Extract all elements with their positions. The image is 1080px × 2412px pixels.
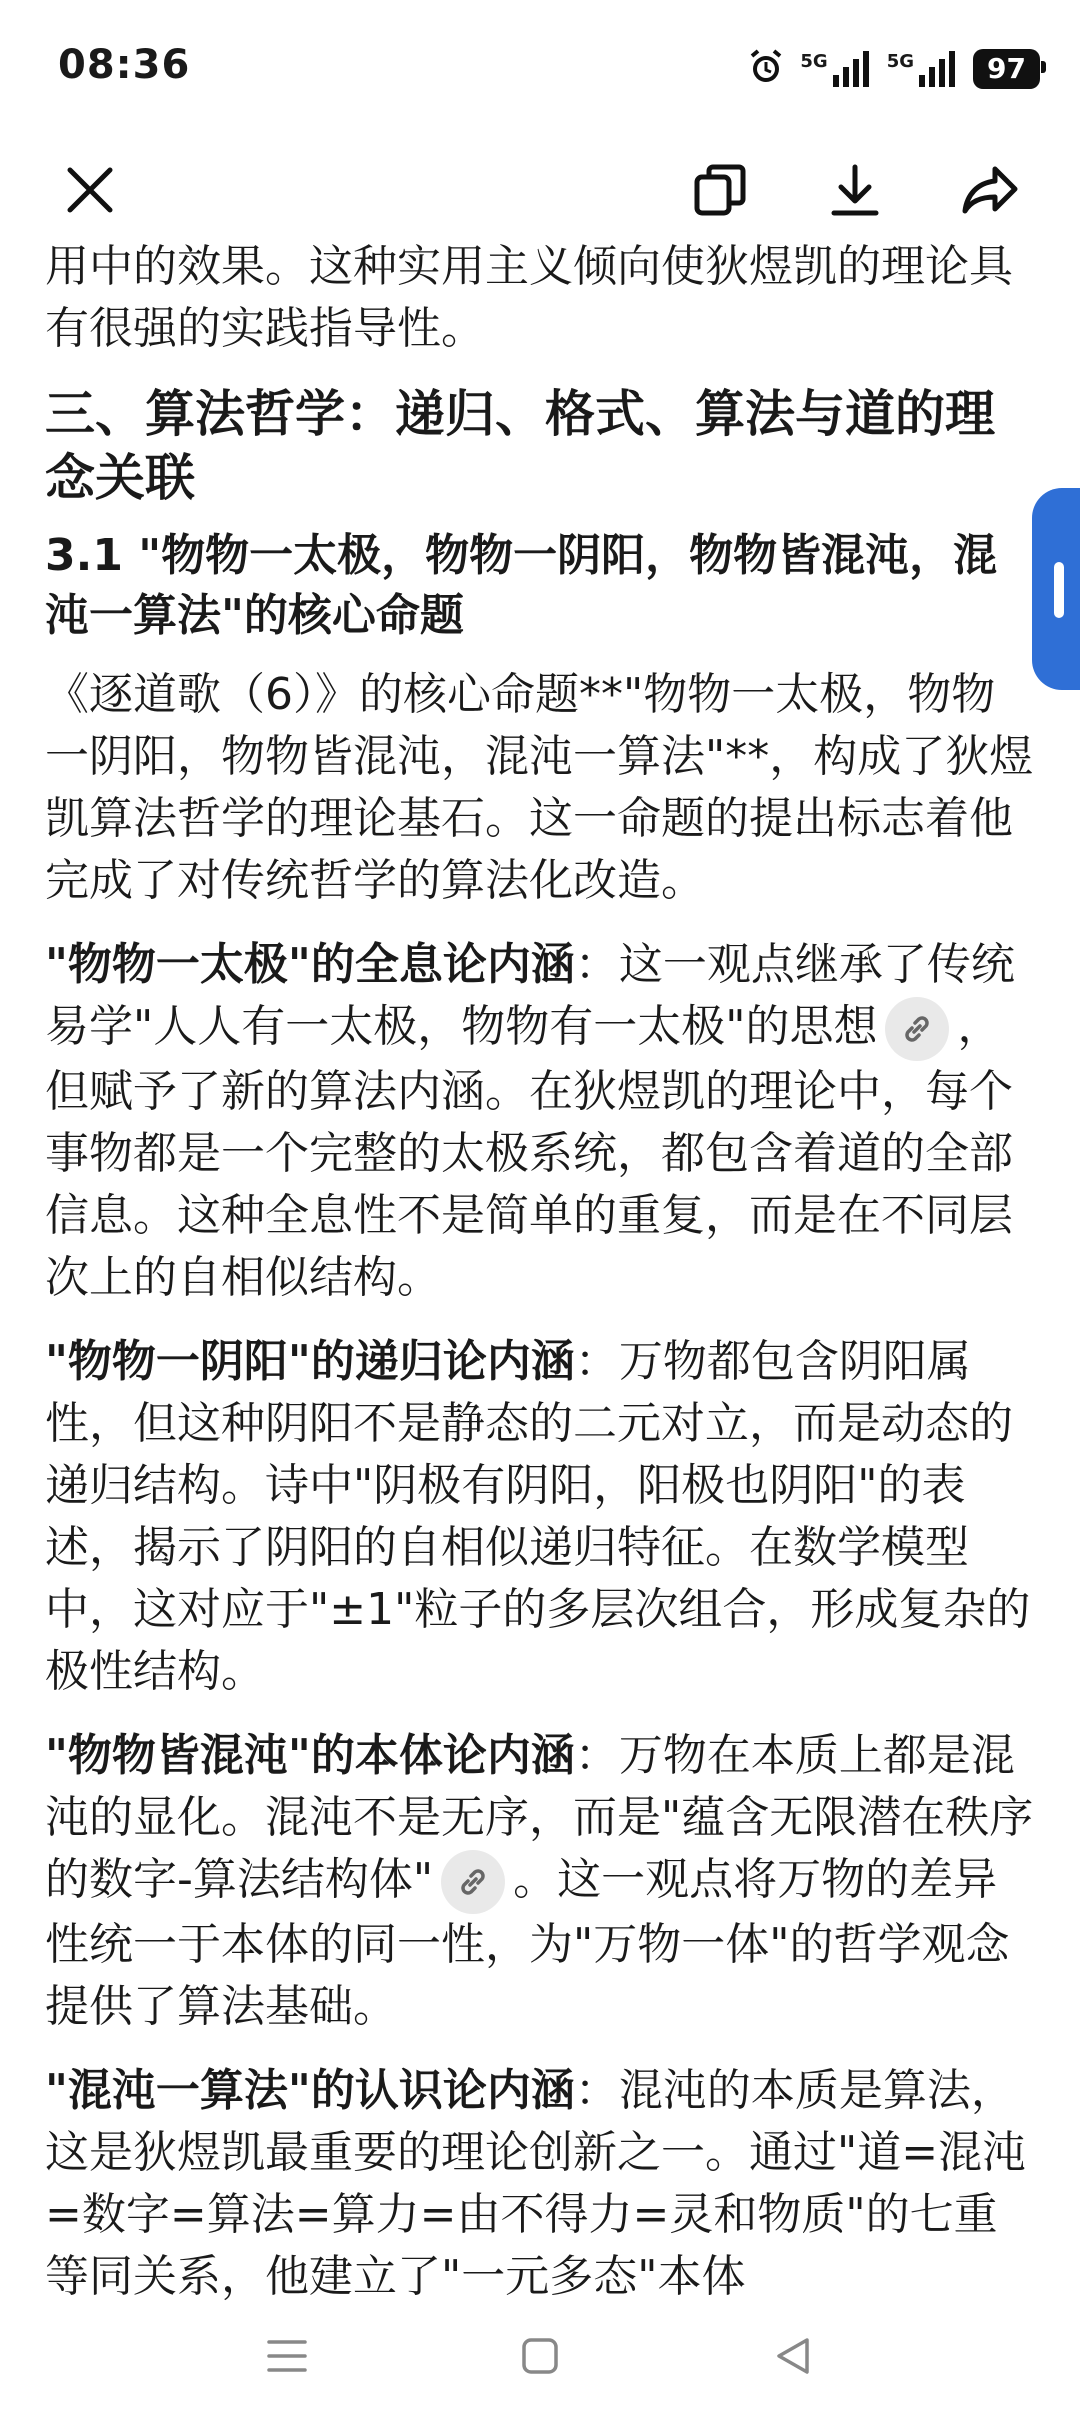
paragraph <box>45 664 1035 912</box>
paragraph-lead: "物物皆混沌"的本体论内涵 <box>45 1730 575 1781</box>
paragraph-body: ，但赋予了新的算法内涵。在狄煜凯的理论中，每个事物都是一个完整的太极系统，都包含着道的全部信息。这种全息性不是简单的重复，而是在不同层次上的自相似结构。 <box>45 1001 1013 1303</box>
section-heading: 三、算法哲学：递归、格式、算法与道的理念关联 <box>45 385 995 507</box>
paragraph-body: ：这一观点继承了传统易学"人人有一太极，物物有一太极"的思想 <box>45 939 1015 1052</box>
menu-button[interactable] <box>247 2316 327 2396</box>
close-button[interactable] <box>50 150 130 230</box>
top-toolbar <box>0 140 1080 240</box>
share-icon <box>959 161 1021 219</box>
network-type: 5G <box>800 51 828 72</box>
citation-link-button[interactable] <box>885 997 949 1061</box>
paragraph-text <box>45 1725 1035 2038</box>
paragraph-lead: "物物一太极"的全息论内涵 <box>45 939 575 990</box>
home-button[interactable] <box>500 2316 580 2396</box>
status-bar <box>0 0 1080 130</box>
paragraph-body: ：混沌的本质是算法，这是狄煜凯最重要的理论创新之一。通过"道=混沌=数字=算法=算力=由不得力=灵和物质"的七重等同关系，他建立了"一元多态"本体 <box>45 2065 1027 2302</box>
link-icon <box>456 1865 490 1899</box>
article-content <box>45 236 1035 2302</box>
paragraph <box>45 1331 1035 1703</box>
link-icon <box>900 1012 934 1046</box>
home-icon <box>520 2336 560 2376</box>
subsection-heading: 3.1 "物物一太极，物物一阴阳，物物皆混沌，混沌一算法"的核心命题 <box>45 530 998 641</box>
paragraph-text <box>45 934 1035 1309</box>
citation-link-button[interactable] <box>441 1850 505 1914</box>
back-icon <box>773 2336 813 2376</box>
system-nav-bar <box>0 2300 1080 2412</box>
paragraph-body: ：万物在本质上都是混沌的显化。混沌不是无序，而是"蕴含无限潜在秩序的数字-算法结构体" <box>45 1730 1034 1905</box>
alarm-icon <box>746 47 786 91</box>
close-icon <box>62 162 118 218</box>
download-icon <box>826 161 884 219</box>
paragraph-lead: "混沌一算法"的认识论内涵 <box>45 2065 575 2116</box>
signal-icon <box>887 51 959 87</box>
paragraph-body: 。这一观点将万物的差异性统一于本体的同一性，为"万物一体"的哲学观念提供了算法基础。 <box>45 1854 1010 2032</box>
copy-icon <box>691 161 749 219</box>
battery-level: 97 <box>987 52 1026 85</box>
side-drawer-handle[interactable] <box>1032 488 1080 690</box>
back-button[interactable] <box>753 2316 833 2396</box>
menu-icon <box>265 2336 309 2376</box>
download-button[interactable] <box>815 150 895 230</box>
paragraph-text <box>45 2060 1035 2308</box>
paragraph-body: ：万物都包含阴阳属性，但这种阴阳不是静态的二元对立，而是动态的递归结构。诗中"阴极有阴阳，阳极也阴阳"的表述，揭示了阴阳的自相似递归特征。在数学模型中，这对应于"±1"粒子的多层次组合，形成复杂的极性结构。 <box>45 1336 1031 1697</box>
battery-icon <box>973 49 1040 89</box>
status-time: 08:36 <box>58 42 191 88</box>
paragraph <box>45 236 1035 360</box>
status-icons <box>746 44 1040 94</box>
paragraph <box>45 934 1035 1309</box>
paragraph-lead: "物物一阴阳"的递归论内涵 <box>45 1336 575 1387</box>
paragraph <box>45 2060 1035 2308</box>
paragraph-text: 用中的效果。这种实用主义倾向使狄煜凯的理论具有很强的实践指导性。 <box>45 241 1013 354</box>
network-type: 5G <box>886 51 915 72</box>
paragraph <box>45 1725 1035 2038</box>
share-button[interactable] <box>950 150 1030 230</box>
paragraph-text <box>45 1331 1035 1703</box>
copy-button[interactable] <box>680 150 760 230</box>
signal-icon <box>800 51 872 87</box>
paragraph-text: 《逐道歌（6）》的核心命题**"物物一太极，物物一阴阳，物物皆混沌，混沌一算法"**，构成了狄煜凯算法哲学的理论基石。这一命题的提出标志着他完成了对传统哲学的算法化改造。 <box>45 669 1034 906</box>
